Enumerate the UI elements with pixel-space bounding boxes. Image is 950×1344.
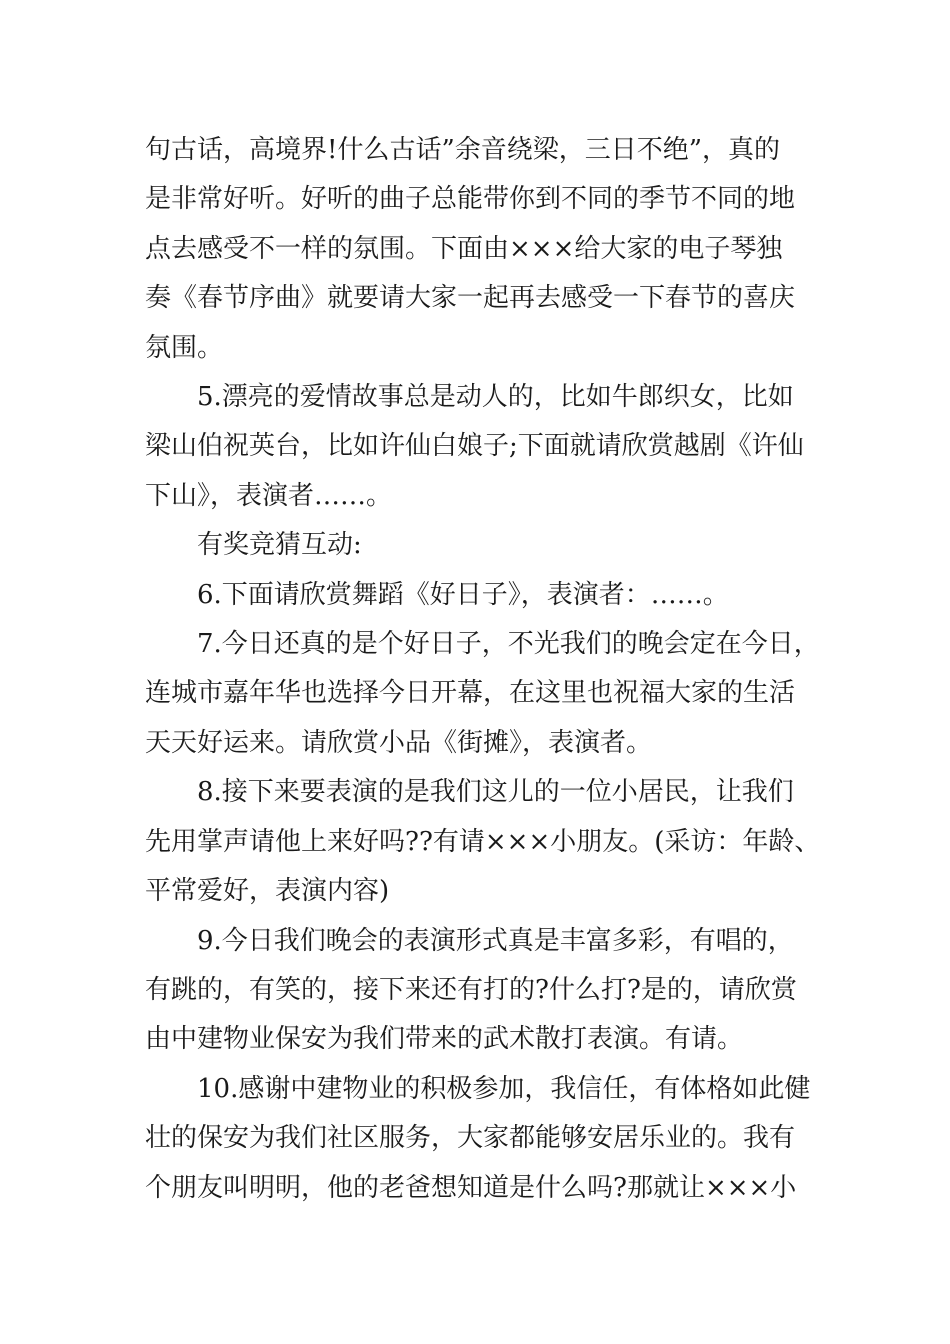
paragraph-7 xyxy=(145,917,815,1065)
text-line: 氛围。 xyxy=(145,332,224,363)
text-line: 句古话，高境界!什么古话”余音绕梁，三日不绝”，真的 xyxy=(145,135,781,165)
text-line: 9.今日我们晚会的表演形式真是丰富多彩，有唱的， xyxy=(197,925,794,956)
text-line: 由中建物业保安为我们带来的武术散打表演。有请。 xyxy=(145,1024,744,1055)
text-line: 有跳的，有笑的，接下来还有打的?什么打?是的，请欣赏 xyxy=(145,974,797,1005)
text-line: 奏《春节序曲》就要请大家一起再去感受一下春节的喜庆 xyxy=(145,283,796,314)
text-line: 平常爱好，表演内容) xyxy=(145,876,390,907)
text-line: 6.下面请欣赏舞蹈《好日子》，表演者：……。 xyxy=(197,579,729,610)
paragraph-5 xyxy=(145,620,820,768)
text-line: 个朋友叫明明，他的老爸想知道是什么吗?那就让×××小 xyxy=(145,1172,797,1203)
paragraph-2 xyxy=(145,373,815,521)
paragraph-6 xyxy=(145,768,821,916)
text-line: 点去感受不一样的氛围。下面由×××给大家的电子琴独 xyxy=(145,233,783,264)
text-line: 壮的保安为我们社区服务，大家都能够安居乐业的。我有 xyxy=(145,1123,796,1154)
text-line: 8.接下来要表演的是我们这儿的一位小居民，让我们 xyxy=(197,777,794,808)
text-line: 连城市嘉年华也选择今日开幕，在这里也祝福大家的生活 xyxy=(145,678,796,709)
text-line: 下山》，表演者……。 xyxy=(145,480,393,511)
document-body xyxy=(145,126,821,1213)
text-line: 有奖竞猜互动: xyxy=(197,530,362,561)
paragraph-3 xyxy=(145,521,815,570)
text-line: 天天好运来。请欣赏小品《街摊》，表演者。 xyxy=(145,727,653,758)
text-line: 梁山伯祝英台，比如许仙白娘子;下面就请欣赏越剧《许仙 xyxy=(145,431,804,462)
text-line: 7.今日还真的是个好日子，不光我们的晚会定在今日， xyxy=(197,629,820,660)
text-line: 5.漂亮的爱情故事总是动人的，比如牛郎织女，比如 xyxy=(197,382,794,413)
paragraph-8 xyxy=(145,1065,815,1213)
text-line: 先用掌声请他上来好吗??有请×××小朋友。(采访：年龄、 xyxy=(145,826,821,857)
text-line: 是非常好听。好听的曲子总能带你到不同的季节不同的地 xyxy=(145,184,796,215)
paragraph-1 xyxy=(145,126,815,373)
text-line: 10.感谢中建物业的积极参加，我信任，有体格如此健 xyxy=(197,1073,811,1104)
paragraph-4 xyxy=(145,571,815,620)
